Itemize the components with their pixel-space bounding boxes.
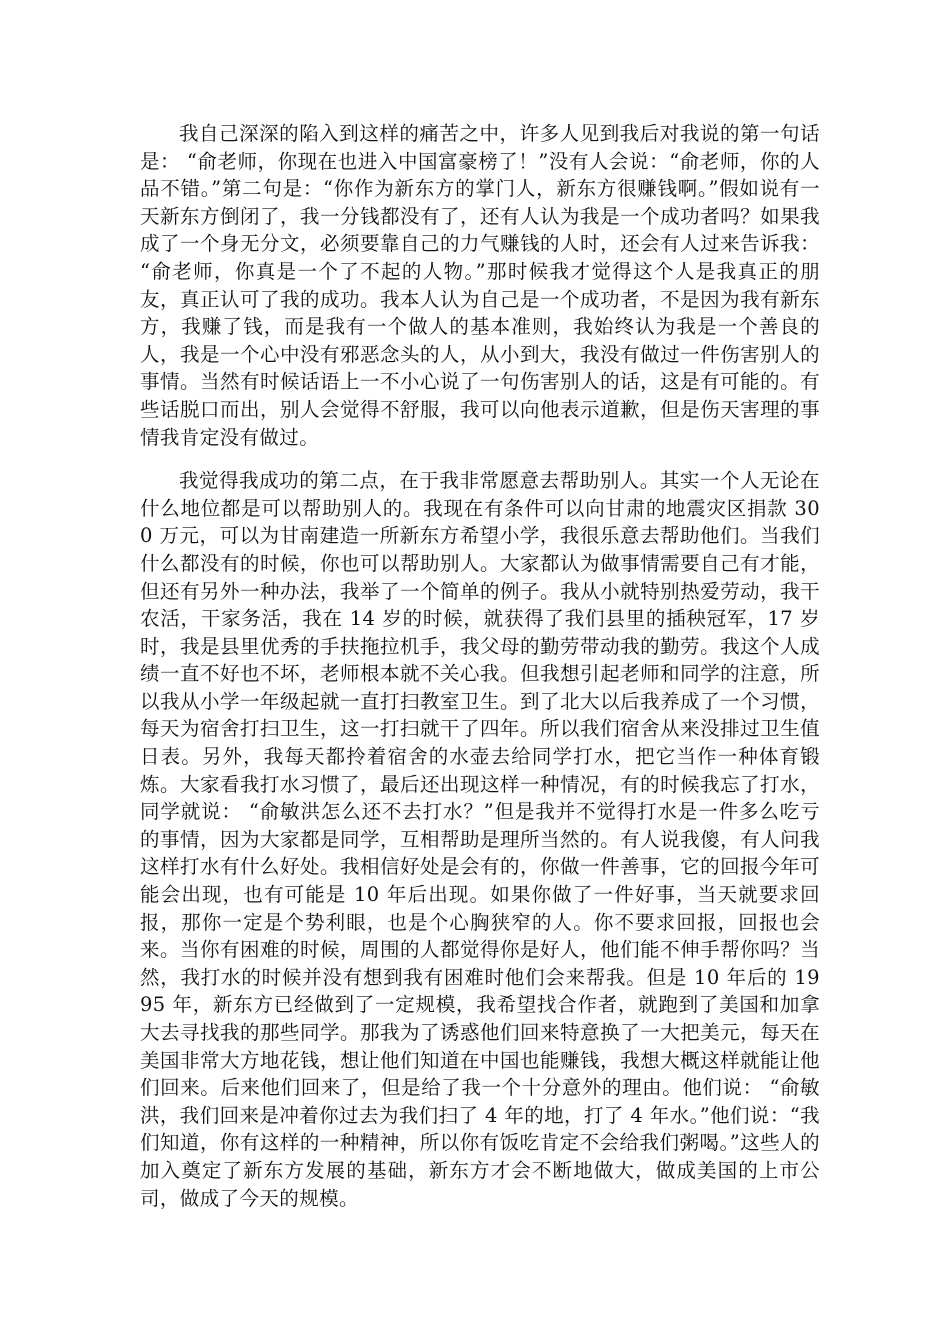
paragraph-2: 我觉得我成功的第二点，在于我非常愿意去帮助别人。其实一个人无论在什么地位都是可以帮助别人的。我现在有条件可以向甘肃的地震灾区捐款 300 万元，可以为甘南建造一所新东方希望小学，我很乐意去帮助他们。当我们什么都没有的时候，你也可以帮助别人。大家都认为做事情需要自己有才能，但还有另外一种办法，我举了一个简单的例子。我从小就特别热爱劳动，我干农活，干家务活，我在 14 岁的时候，就获得了我们县里的插秧冠军，17 岁时，我是县里优秀的手扶拖拉机手，我父母的勤劳带动我的勤劳。我这个人成绩一直不好也不坏，老师根本就不关心我。但我想引起老师和同学的注意，所以我从小学一年级起就一直打扫教室卫生。到了北大以后我养成了一个习惯，每天为宿舍打扫卫生，这一打扫就干了四年。所以我们宿舍从来没排过卫生值日表。另外，我每天都拎着宿舍的水壶去给同学打水，把它当作一种体育锻炼。大家看我打水习惯了，最后还出现这样一种情况，有的时候我忘了打水，同学就说： “俞敏洪怎么还不去打水？”但是我并不觉得打水是一件多么吃亏的事情，因为大家都是同学，互相帮助是理所当然的。有人说我傻，有人问我这样打水有什么好处。我相信好处是会有的，你做一件善事，它的回报今年可能会出现，也有可能是 10 年后出现。如果你做了一件好事，当天就要求回报，那你一定是个势利眼，也是个心胸狭窄的人。你不要求回报，回报也会来。当你有困难的时候，周围的人都觉得你是好人，他们能不伸手帮你吗？当然，我打水的时候并没有想到我有困难时他们会来帮我。但是 10 年后的 1995 年，新东方已经做到了一定规模，我希望找合作者，就跑到了美国和加拿大去寻找我的那些同学。那我为了诱惑他们回来特意换了一大把美元，每天在美国非常大方地花钱，想让他们知道在中国也能赚钱，我想大概这样就能让他们回来。后来他们回来了，但是给了我一个十分意外的理由。他们说： “俞敏洪，我们回来是冲着你过去为我们扫了 4 年的地，打了 4 年水。”他们说：“我们知道，你有这样的一种精神，所以你有饭吃肯定不会给我们粥喝。”这些人的加入奠定了新东方发展的基础，新东方才会不断地做大，做成美国的上市公司，做成了今天的规模。 <box>140 469 820 1210</box>
paragraph-1: 我自己深深的陷入到这样的痛苦之中，许多人见到我后对我说的第一句话是： “俞老师，你现在也进入中国富豪榜了！”没有人会说：“俞老师，你的人品不错。”第二句是：“你作为新东方的掌门人，新东方很赚钱啊。”假如说有一天新东方倒闭了，我一分钱都没有了，还有人认为我是一个成功者吗？如果我成了一个身无分文，必须要靠自己的力气赚钱的人时，还会有人过来告诉我： “俞老师，你真是一个了不起的人物。”那时候我才觉得这个人是我真正的朋友，真正认可了我的成功。我本人认为自己是一个成功者，不是因为我有新东方，我赚了钱，而是我有一个做人的基本准则，我始终认为我是一个善良的人，我是一个心中没有邪恶念头的人，从小到大，我没有做过一件伤害别人的事情。当然有时候话语上一不小心说了一句伤害别人的话，这是有可能的。有些话脱口而出，别人会觉得不舒服，我可以向他表示道歉，但是伤天害理的事情我肯定没有做过。 <box>140 122 820 449</box>
document-page <box>140 120 820 1212</box>
